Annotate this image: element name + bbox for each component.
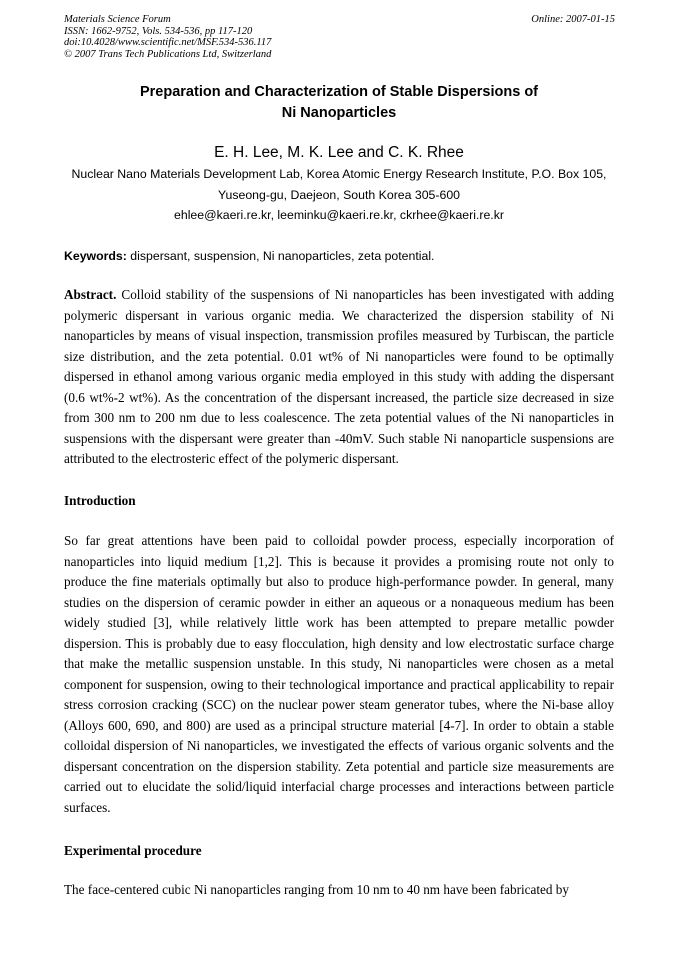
author-list: E. H. Lee, M. K. Lee and C. K. Rhee bbox=[214, 144, 464, 161]
journal-name: Materials Science Forum bbox=[64, 14, 171, 25]
keywords bbox=[64, 246, 614, 266]
online-date: Online: 2007-01-15 bbox=[531, 14, 615, 25]
keywords-text: dispersant, suspension, Ni nanoparticles, zeta potential. bbox=[126, 249, 435, 263]
abstract bbox=[64, 285, 614, 470]
paper-title bbox=[64, 82, 614, 124]
copyright-line: © 2007 Trans Tech Publications Ltd, Switzerland bbox=[64, 48, 272, 60]
introduction-text: So far great attentions have been paid to colloidal powder process, especially incorporation of nanoparticles into liquid medium [1,2]. This is because it provides a promising route not only to produce the fine materials optimally but also to produce high-performance powder. In general, many studies on the dispersion of ceramic powder in either an aqueous or a nonaqueous medium has been widely studied [3], while relatively little work has been attempted to prepare metallic powder dispersion. This is probably due to easy flocculation, high density and low electrostatic surface charge that make the metallic suspension unstable. In this study, Ni nanoparticles were chosen as a metal component for suspension, owing to their technological importance and practical applicability to repair stress corrosion cracking (SCC) on the nuclear power steam generator tubes, where the Ni-base alloy (Alloys 600, 690, and 800) are used as a principal structure material [4-7]. In order to obtain a stable colloidal dispersion of Ni nanoparticles, we investigated the effects of various organic solvents and the dispersant concentration on the dispersion stability. Zeta potential and particle size measurements are carried out to elucidate the solid/liquid interfacial charge processes and interactions between particle surfaces. bbox=[64, 533, 614, 815]
issn-line: ISSN: 1662-9752, Vols. 534-536, pp 117-120 bbox=[64, 25, 253, 37]
experimental-text: The face-centered cubic Ni nanoparticles ranging from 10 nm to 40 nm have been fabricated by bbox=[64, 882, 569, 897]
author-emails: ehlee@kaeri.re.kr, leeminku@kaeri.re.kr, ckrhee@kaeri.re.kr bbox=[174, 208, 504, 222]
abstract-label: Abstract. bbox=[64, 287, 117, 302]
abstract-text: Colloid stability of the suspensions of Ni nanoparticles has been investigated with adding polymeric dispersant in various organic media. We characterized the dispersion stability of Ni nanoparticles by means of visual inspection, transmission profiles measured by Turbiscan, the particle size distribution, and the zeta potential. 0.01 wt% of Ni nanoparticles were found to be optimally dispersed in ethanol among various organic media employed in this study with adding the dispersant (0.6 wt%-2 wt%). As the concentration of the dispersant increased, the particle size decreased in size from 300 nm to 200 nm due to less coalescence. The zeta potential values of the Ni nanoparticles in suspensions with the dispersant were greater than -40mV. Such stable Ni nanoparticle suspensions are attributed to the electrosteric effect of the polymeric dispersant. bbox=[64, 287, 614, 466]
affiliation bbox=[64, 164, 614, 206]
experimental-heading: Experimental procedure bbox=[64, 843, 202, 858]
title-line-1: Preparation and Characterization of Stable Dispersions of bbox=[139, 84, 539, 100]
introduction-heading: Introduction bbox=[64, 493, 136, 508]
affiliation-line-1: Nuclear Nano Materials Development Lab, Korea Atomic Energy Research Institute, P.O. Box 105, bbox=[71, 167, 607, 181]
doi-line: doi:10.4028/www.scientific.net/MSF.534-536.117 bbox=[64, 37, 272, 48]
keywords-label: Keywords: bbox=[64, 249, 127, 263]
journal-header bbox=[64, 14, 271, 60]
affiliation-line-2: Yuseong-gu, Daejeon, South Korea 305-600 bbox=[217, 188, 461, 202]
title-line-2: Ni Nanoparticles bbox=[281, 105, 397, 121]
